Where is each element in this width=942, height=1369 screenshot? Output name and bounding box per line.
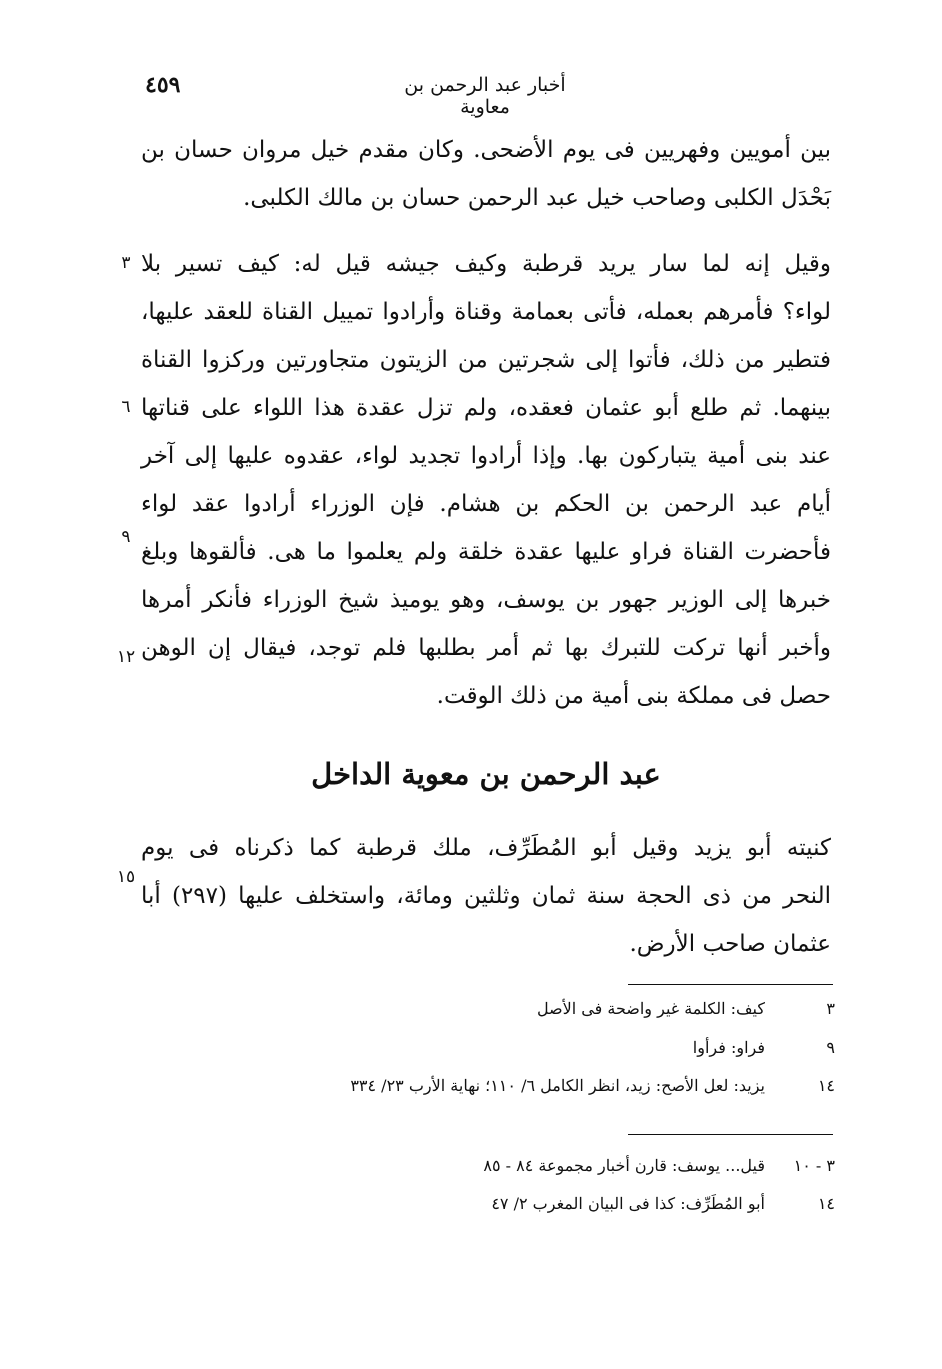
body-line: أيام عبد الرحمن بن الحكم بن هشام. فإن الوزراء أرادوا عقد لواء	[141, 491, 831, 517]
section-line: النحر من ذى الحجة سنة ثمان وثلثين ومائة، واستخلف عليها (٢٩٧) أبا	[141, 883, 831, 909]
note-line-ref: ٩	[826, 1038, 835, 1057]
body-line: لواء؟ فأمرهم بعمله، فأتى بعمامة وقناة وأرادوا تمييل القناة للعقد عليها،	[141, 299, 831, 325]
body-line: فأحضرت القناة فراو عليها عقدة خلقة ولم يعلموا ما هى. فألقوها وبلغ	[141, 539, 831, 565]
body-line: وقيل إنه لما سار يريد قرطبة وكيف جيشه قيل له: كيف تسير بلا	[141, 251, 831, 277]
note-line-ref: ٣ - ١٠	[793, 1156, 835, 1175]
line-number: ٩	[121, 527, 131, 547]
source-note	[180, 1187, 835, 1221]
line-number: ١٥	[116, 867, 136, 887]
note-text: كيف: الكلمة غير واضحة فى الأصل	[536, 999, 765, 1018]
body-line: حصل فى مملكة بنى أمية من ذلك الوقت.	[436, 683, 831, 709]
line-number: ١٢	[116, 647, 136, 667]
section-heading: عبد الرحمن بن معوية الداخل	[311, 757, 661, 791]
note-text: أبو المُطَرِّف: كذا فى البيان المغرب ٢/ ٤٧	[491, 1194, 765, 1213]
note-line-ref: ١٤	[817, 1194, 835, 1213]
running-head-title: أخبار عبد الرحمن بن معاوية	[404, 74, 566, 118]
body-line: عند بنى أمية يتباركون بها. وإذا أرادوا تجديد لواء، عقدوه عليها إلى آخر	[141, 443, 831, 469]
running-head	[0, 66, 942, 118]
section-line: كنيته أبو يزيد وقيل أبو المُطَرِّف، ملك قرطبة كما ذكرناه فى يوم	[141, 835, 831, 861]
note-text: قيل... يوسف: قارن أخبار مجموعة ٨٤ - ٨٥	[483, 1156, 765, 1175]
body-line: وأخبر أنها تركت للتبرك بها ثم أمر بطلبها فلم توجد، فيقال إن الوهن	[141, 635, 831, 661]
body-line: بين أمويين وفهريين فى يوم الأضحى. وكان مقدم خيل مروان حسان بن	[141, 137, 831, 163]
apparatus-note	[180, 992, 835, 1026]
note-text: يزيد: لعل الأصح: زيد، انظر الكامل ٦/ ١١٠؛ نهاية الأرب ٢٣/ ٣٣٤	[350, 1076, 765, 1095]
note-line-ref: ٣	[826, 999, 835, 1018]
note-text: فراو: فرأوا	[692, 1038, 765, 1057]
body-line: بَحْدَل الكلبى وصاحب خيل عبد الرحمن حسان بن مالك الكلبى.	[243, 185, 831, 211]
sources-rule	[628, 1134, 833, 1135]
note-line-ref: ١٤	[817, 1076, 835, 1095]
apparatus-rule	[628, 984, 833, 985]
body-line: خبرها إلى الوزير جهور بن يوسف، وهو يوميذ شيخ الوزراء فأنكر أمرها	[141, 587, 831, 613]
body-line: فتطير من ذلك، فأتوا إلى شجرتين من الزيتون متجاورتين وركزوا القناة	[141, 347, 831, 373]
section-line: عثمان صاحب الأرض.	[629, 931, 831, 957]
source-note	[180, 1149, 835, 1183]
page-number: ٤٥٩	[145, 72, 181, 98]
line-number: ٦	[121, 397, 131, 417]
line-number: ٣	[121, 253, 131, 273]
apparatus-note	[180, 1031, 835, 1065]
apparatus-note	[180, 1069, 835, 1103]
body-line: بينهما. ثم طلع أبو عثمان فعقده، ولم تزل عقدة هذا اللواء على قناتها	[141, 395, 831, 421]
